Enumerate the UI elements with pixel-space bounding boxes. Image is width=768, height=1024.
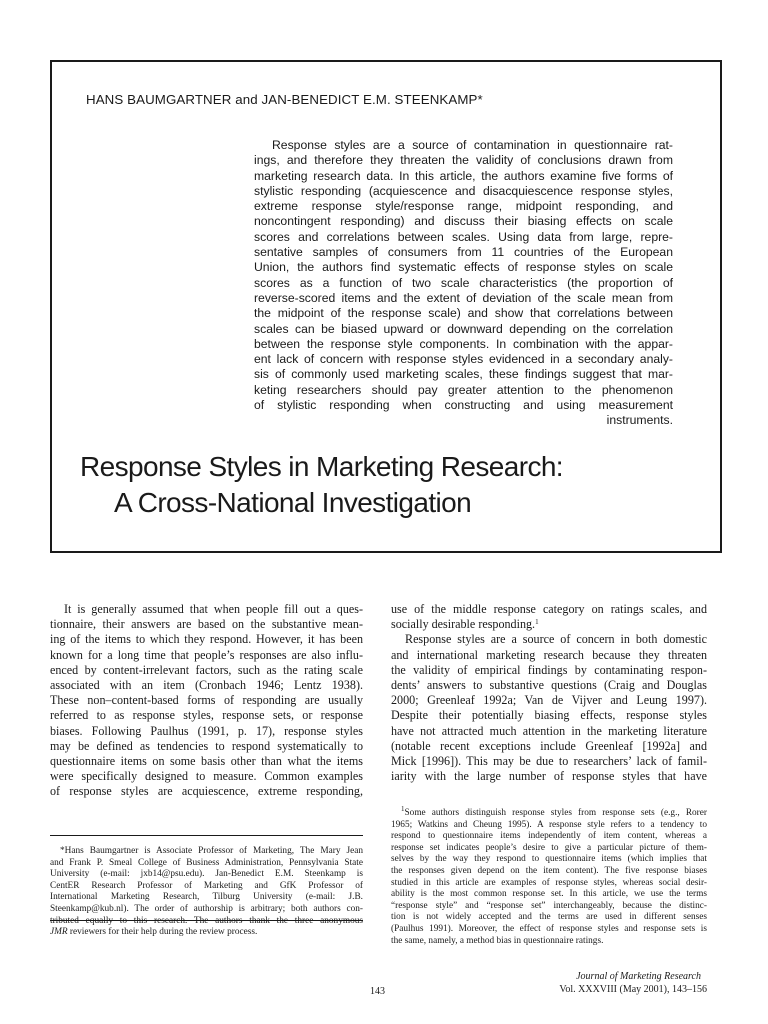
abstract xyxy=(254,138,673,429)
body-column-left xyxy=(50,602,363,800)
abstract-line: instruments. xyxy=(606,413,673,428)
title-line-1: Response Styles in Marketing Research: xyxy=(80,451,563,482)
abstract-line: ings, and therefore they threaten the validity of conclusions drawn from xyxy=(254,153,673,168)
note-line: University (e-mail: jxb14@psu.edu). Jan-Benedict E.M. Steenkamp is xyxy=(50,869,363,880)
abstract-line: extreme response style/response range, midpoint responding, and xyxy=(254,199,673,214)
body-text: socially desirable responding. xyxy=(391,617,536,632)
body-line: ing of the items to which they respond. However, it has been xyxy=(50,632,363,647)
page-number: 143 xyxy=(370,986,385,997)
body-line: (notable recent exceptions include Greenleaf [1992a] and xyxy=(391,738,707,753)
body-line: were specifically designed to measure. Common examples xyxy=(50,769,363,784)
note-line: *Hans Baumgartner is Associate Professor of Marketing, The Mary Jean xyxy=(60,846,363,856)
body-line: have not attracted much attention in the marketing literature xyxy=(391,723,707,738)
footnote-number: 1 xyxy=(401,805,405,813)
footnote-line: selves by the way they respond to questionnaire items (which implies that xyxy=(391,854,707,865)
abstract-line: sis of commonly used marketing scales, these findings suggest that mar- xyxy=(254,367,673,382)
abstract-line: keting researchers should pay greater attention to the phenomenon xyxy=(254,382,673,397)
note-line: tributed equally to this research. The authors thank the three anonymous xyxy=(50,915,363,926)
note-line: International Marketing Research, Tilburg University (e-mail: J.B. xyxy=(50,892,363,903)
footnote-line: “response style” and “response set” interchangeably, because the distinc- xyxy=(391,900,707,911)
body-line: biases. Following Paulhus (1991, p. 17), response styles xyxy=(50,723,363,738)
body-line: It is generally assumed that when people fill out a ques- xyxy=(64,602,363,616)
abstract-line: the midpoint of the response scale) and show that correlations between xyxy=(254,306,673,321)
footnote xyxy=(391,805,707,947)
body-line: 2000; Greenleaf 1992a; Van de Vijver and Leung 1997). xyxy=(391,693,707,708)
abstract-line: Response styles are a source of contamination in questionnaire rat- xyxy=(272,138,673,152)
body-line: referred to as response styles, response sets, or response xyxy=(50,708,363,723)
journal-name: Journal of Marketing Research xyxy=(576,971,701,982)
body-line: of response styles are acquiescence, extreme responding, xyxy=(50,784,363,799)
body-line: tionnaire, their answers are based on the substantive mean- xyxy=(50,617,363,632)
body-line: known for a long time that people’s responses are also influ- xyxy=(50,647,363,662)
note-line: and Frank P. Smeal College of Business Administration, Pennsylvania State xyxy=(50,857,363,868)
body-line: associated with an item (Cronbach 1946; Lentz 1938). xyxy=(50,678,363,693)
footnote-line: the responses given depend on the item content). The five response biases xyxy=(391,865,707,876)
abstract-line: marketing research data. In this article, the authors examine five forms of xyxy=(254,168,673,183)
body-line: enced by content-irrelevant factors, such as the rating scale xyxy=(50,662,363,677)
body-line: iarity with the large number of response styles that have xyxy=(391,769,707,784)
abstract-line: reverse-scored items and the extent of deviation of the scale mean from xyxy=(254,290,673,305)
body-line: dents’ answers to substantive questions (Craig and Douglas xyxy=(391,678,707,693)
journal-citation xyxy=(520,970,707,996)
abstract-line: stylistic responding (acquiescence and disacquiescence response styles, xyxy=(254,183,673,198)
body-line: questionnaire items on some basis other than what the items xyxy=(50,754,363,769)
abstract-line: ent lack of concern with response styles evidenced in a secondary analy- xyxy=(254,352,673,367)
body-line: the validity of empirical findings by contaminating respon- xyxy=(391,662,707,677)
footnote-line: response set indicates people’s desire to give a particular picture of them- xyxy=(391,842,707,853)
abstract-line: Union, the authors find systematic effects of response styles on scale xyxy=(254,260,673,275)
abstract-line: of stylistic responding when constructing and using measurement xyxy=(254,398,673,413)
footnote-line: tion is not widely accepted and the terms are used in different senses xyxy=(391,912,707,923)
abstract-line: scales can be biased upward or downward depending on the correlation xyxy=(254,321,673,336)
body-line: Despite their potentially biasing effects, response styles xyxy=(391,708,707,723)
abstract-line: between the response style components. In combination with the appar- xyxy=(254,336,673,351)
footnote-line: 1965; Watkins and Cheung 1995). A response style refers to a tendency to xyxy=(391,819,707,830)
author-names: HANS BAUMGARTNER and JAN-BENEDICT E.M. STEENKAMP* xyxy=(86,92,483,107)
note-line: Steenkamp@kub.nl). The order of authorship is arbitrary; both authors con- xyxy=(50,903,363,914)
jmr-abbrev: JMR xyxy=(50,927,68,938)
body-line: Mick [1996]). This may be due to researchers’ lack of famil- xyxy=(391,754,707,769)
note-text: reviewers for their help during the review process. xyxy=(67,927,258,938)
footnote-marker[interactable]: 1 xyxy=(535,618,539,627)
body-line: Response styles are a source of concern in both domestic xyxy=(405,632,707,647)
abstract-line: scores as a function of two scale characteristics (the proportion of xyxy=(254,275,673,290)
note-line xyxy=(50,927,363,939)
footnote-line: the same, namely, a method bias in questionnaire ratings. xyxy=(391,935,604,946)
body-line-with-footnote xyxy=(391,617,707,632)
note-line: CentER Research Professor of Marketing and GfK Professor of xyxy=(50,880,363,891)
abstract-line: scores and correlations between scales. Using data from large, repre- xyxy=(254,229,673,244)
footnote-line xyxy=(391,805,707,820)
footnote-text: Some authors distinguish response styles from response sets (e.g., Rorer xyxy=(404,808,707,818)
footnote-line: (Paulhus 1991). Moreover, the effect of response styles and response sets is xyxy=(391,923,707,934)
footnote-line: ability is the most common response set. In this article, we use the terms xyxy=(391,889,707,900)
journal-volume: Vol. XXXVIII (May 2001), 143–156 xyxy=(559,984,707,995)
author-note-rule-top xyxy=(50,835,363,836)
footnote-line: studied in this article are examples of response styles, whereas social desir- xyxy=(391,877,707,888)
article-title xyxy=(80,449,700,521)
body-line: may be defined as tendencies to respond systematically to xyxy=(50,738,363,753)
footnote-line: respond to questionnaire items independently of item content, whereas a xyxy=(391,831,707,842)
abstract-line: sentative samples of consumers from 11 countries of the European xyxy=(254,245,673,260)
body-column-right xyxy=(391,602,707,784)
abstract-line: noncontingent responding) and discuss their biasing effects on scale xyxy=(254,214,673,229)
title-line-2: A Cross-National Investigation xyxy=(114,487,472,518)
author-note xyxy=(50,846,363,939)
body-line: These non–content-based forms of responding are usually xyxy=(50,693,363,708)
body-line: use of the middle response category on ratings scales, and xyxy=(391,602,707,616)
body-line: and international marketing research because they threaten xyxy=(391,647,707,662)
author-note-rule-bottom xyxy=(50,920,363,921)
